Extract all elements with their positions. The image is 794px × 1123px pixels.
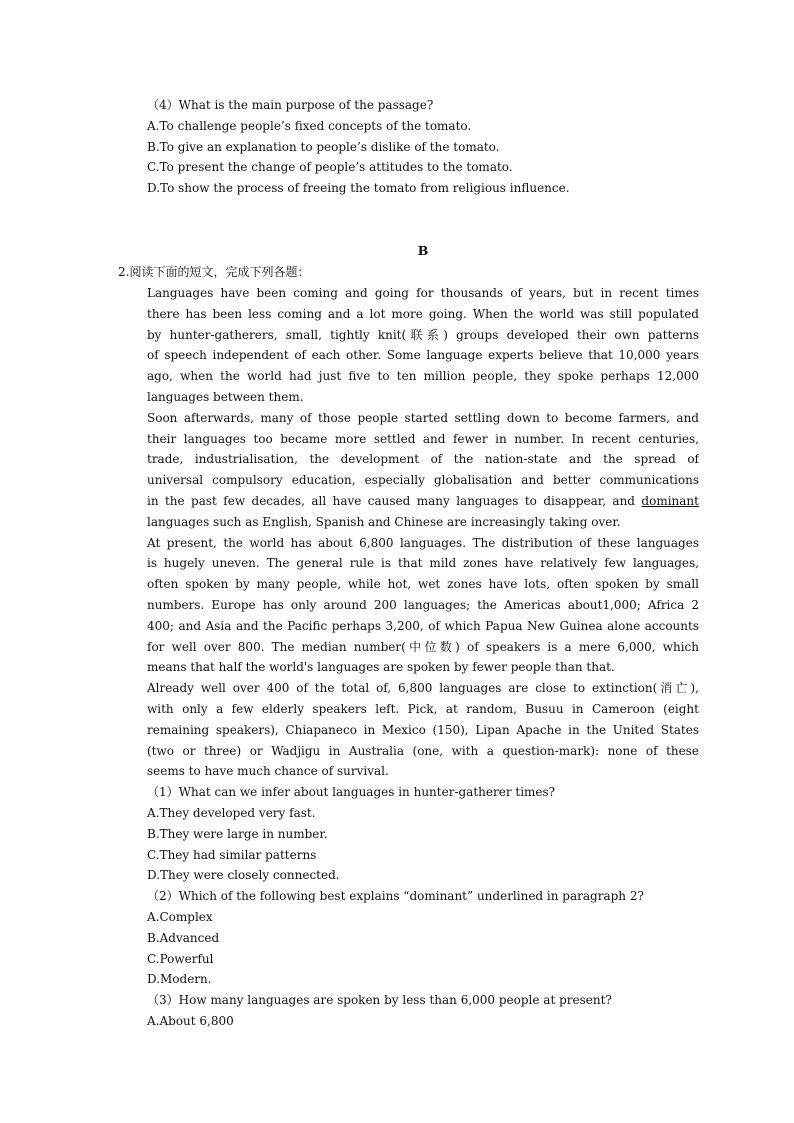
option-b: B.They were large in number. [147,826,328,841]
option-b: B.To give an explanation to people’s dislike of the tomato. [147,139,500,154]
option-a: A.They developed very fast. [147,805,316,820]
passage-line: is hugely uneven. The general rule is that mild zones have relatively few languages, [147,556,699,571]
passage-line: often spoken by many people, while hot, wet zones have lots, often spoken by small [147,577,699,592]
passage-line: ago, when the world had just five to ten million people, they spoke perhaps 12,000 [147,369,699,384]
option-a: A.Complex [147,909,213,924]
paragraph-4 [147,678,699,782]
passage-line: means that half the world's languages are spoken by fewer people than that. [147,660,615,675]
paragraph-3 [147,533,699,679]
option-c: C.To present the change of people’s attitudes to the tomato. [147,160,513,175]
question-2 [147,886,699,990]
passage-line-with-underline [147,491,699,512]
option-a: A.To challenge people’s fixed concepts of the tomato. [147,118,472,133]
passage-line: for well over 800. The median number(中位数) of speakers is a mere 6,000, which [147,639,699,654]
paragraph-1 [147,283,699,408]
passage-line: remaining speakers), Chiapaneco in Mexico (150), Lipan Apache in the United States [147,722,699,737]
question-stem: （1）What can we infer about languages in hunter-gatherer times? [147,785,556,800]
option-d: D.To show the process of freeing the tomato from religious influence. [147,181,570,196]
question-stem: （2）Which of the following best explains “dominant” underlined in paragraph 2? [147,889,644,904]
passage-line: numbers. Europe has only around 200 languages; the Americas about1,000; Africa 2 [147,597,699,612]
underlined-word: dominant [641,493,699,508]
option-d: D.Modern. [147,972,212,987]
passage-line: At present, the world has about 6,800 languages. The distribution of these languages [147,535,699,550]
section-title: B [417,243,429,258]
question-1 [147,782,699,886]
passage-line: by hunter-gatherers, small, tightly knit(联系) groups developed their own patterns [147,327,699,342]
passage-line: there has been less coming and a lot more going. When the world was still populated [147,306,699,321]
question-3 [147,990,699,1032]
passage-line: Languages have been coming and going for thousands of years, but in recent times [147,286,699,300]
passage-line: of speech independent of each other. Some language experts believe that 10,000 years [147,348,699,363]
passage-line-text: in the past few decades, all have caused many languages to disappear, and [147,493,635,508]
option-b: B.Advanced [147,930,220,945]
reading-passage [147,283,699,1032]
passage-line: Already well over 400 of the total of, 6,800 languages are close to extinction(消亡), [147,681,699,696]
passage-line: with only a few elderly speakers left. Pick, at random, Busuu in Cameroon (eight [147,701,699,716]
option-c: C.Powerful [147,951,214,966]
option-a: A.About 6,800 [147,1013,234,1028]
passage-line: languages such as English, Spanish and Chinese are increasingly taking over. [147,514,621,529]
option-d: D.They were closely connected. [147,868,340,883]
question-stem: （3）How many languages are spoken by less than 6,000 people at present? [147,993,612,1008]
passage-line: trade, industrialisation, the development of the nation-state and the spread of [147,452,699,467]
option-c: C.They had similar patterns [147,847,317,862]
passage-line: their languages too became more settled and fewer in number. In recent centuries, [147,431,699,446]
passage-line: seems to have much chance of survival. [147,764,389,779]
passage-line: (two or three) or Wadjigu in Australia (one, with a question-mark): none of these [147,743,699,758]
paragraph-2 [147,408,699,533]
question-stem: （4）What is the main purpose of the passage? [147,98,434,112]
previous-question [147,95,699,199]
passage-line: Soon afterwards, many of those people started settling down to become farmers, and [147,410,699,425]
passage-line: universal compulsory education, especially globalisation and better communications [147,473,699,488]
question-intro: 2.阅读下面的短文，完成下列各题： [118,265,310,279]
passage-line: languages between them. [147,389,304,404]
passage-line: 400; and Asia and the Pacific perhaps 3,200, of which Papua New Guinea alone accounts [147,618,699,633]
